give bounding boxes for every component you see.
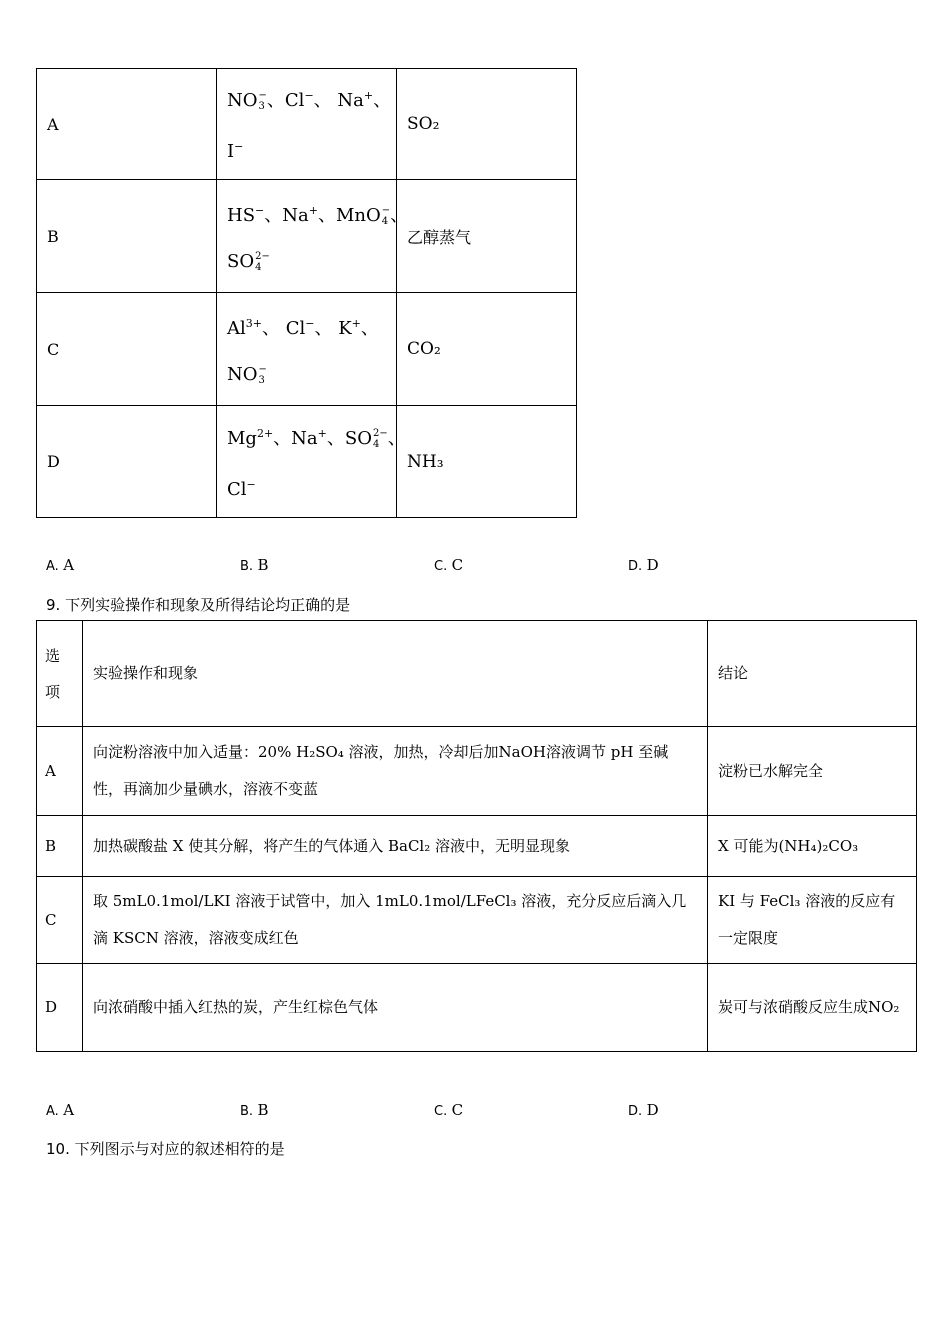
option-cell: C (37, 293, 217, 406)
table-row (37, 816, 917, 877)
option-cell: A (37, 727, 83, 816)
operation-cell: 加热碳酸盐 X 使其分解，将产生的气体通入 BaCl₂ 溶液中，无明显现象 (83, 816, 708, 877)
question-number: 9. (46, 596, 61, 614)
operation-cell: 向浓硝酸中插入红热的炭，产生红棕色气体 (83, 964, 708, 1052)
option-cell: C (37, 877, 83, 964)
ion-formula-image: HS−、Na+、MnO − 4 、 SO 2− 4 (217, 180, 397, 293)
question-10 (46, 1138, 285, 1159)
conclusion-cell: KI 与 FeCl₃ 溶液的反应有一定限度 (708, 877, 917, 964)
table-row (37, 406, 577, 518)
choice-a[interactable]: A. A (46, 556, 75, 574)
option-cell: B (37, 180, 217, 293)
option-cell: B (37, 816, 83, 877)
conclusion-cell: 淀粉已水解完全 (708, 727, 917, 816)
table-header-row (37, 621, 917, 727)
table-row (37, 180, 577, 293)
choice-b[interactable]: B. B (240, 1101, 269, 1119)
operation-cell: 向淀粉溶液中加入适量：20% H₂SO₄ 溶液，加热，冷却后加NaOH溶液调节 pH 至碱性，再滴加少量碘水，溶液不变蓝 (83, 727, 708, 816)
operation-cell: 取 5mL0.1mol/LKI 溶液于试管中，加入 1mL0.1mol/LFeCl₃ 溶液，充分反应后滴入几滴 KSCN 溶液，溶液变成红色 (83, 877, 708, 964)
choice-c[interactable]: C. C (434, 556, 464, 574)
choice-d[interactable]: D. D (628, 1101, 659, 1119)
option-cell: D (37, 964, 83, 1052)
table-row (37, 293, 577, 406)
gas-cell: SO₂ (397, 69, 577, 180)
gas-cell: 乙醇蒸气 (397, 180, 577, 293)
ion-formula-image: $Al^{3+}$、 Cl−、 K+、 NO − 3 (217, 293, 397, 406)
table-row (37, 877, 917, 964)
header-operation: 实验操作和现象 (83, 621, 708, 727)
gas-cell: NH₃ (397, 406, 577, 518)
ion-gas-table (36, 68, 577, 518)
choice-c[interactable]: C. C (434, 1101, 464, 1119)
option-cell: A (37, 69, 217, 180)
choice-b[interactable]: B. B (240, 556, 269, 574)
table-row (37, 727, 917, 816)
choice-a[interactable]: A. A (46, 1101, 75, 1119)
conclusion-cell: 炭可与浓硝酸反应生成NO₂ (708, 964, 917, 1052)
gas-cell: CO₂ (397, 293, 577, 406)
header-option: 选项 (37, 621, 83, 727)
question-text: 下列图示与对应的叙述相符的是 (74, 1140, 285, 1158)
question-number: 10. (46, 1140, 70, 1158)
header-conclusion: 结论 (708, 621, 917, 727)
choice-d[interactable]: D. D (628, 556, 659, 574)
table-row (37, 964, 917, 1052)
conclusion-cell: X 可能为(NH₄)₂CO₃ (708, 816, 917, 877)
option-cell: D (37, 406, 217, 518)
question-9 (46, 594, 350, 615)
ion-formula-image: $Mg^{2+}$、Na+、SO 2− 4 、 Cl− (217, 406, 397, 518)
ion-formula-image: NO − 3 、Cl−、 Na+、 I− (217, 69, 397, 180)
experiment-table (36, 620, 917, 1052)
question-text: 下列实验操作和现象及所得结论均正确的是 (65, 596, 351, 614)
table-row (37, 69, 577, 180)
